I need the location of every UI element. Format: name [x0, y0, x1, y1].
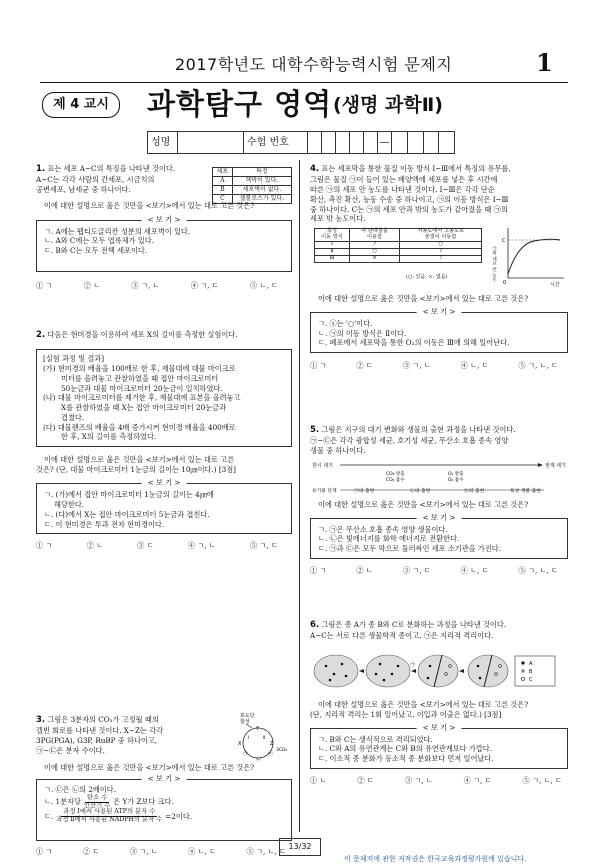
question-prompt: 것은? (단, 대물 마이크로미터 1눈금의 길이는 10㎛이다.) [3점] — [36, 464, 236, 474]
question-text-line: 3PG(PGA), G3P, RuBP 중 하나이고, — [36, 736, 158, 746]
choice-4[interactable]: ④ ㄱ, ㄷ — [463, 775, 492, 785]
table-header: 이용함 — [367, 234, 383, 241]
label-b-emergence: ㉡의 출현 — [410, 488, 431, 494]
choice-3[interactable]: ③ ㄱ, ㄴ — [129, 847, 158, 857]
name-label: 성명 — [148, 132, 178, 153]
subject-title: 과학탐구 영역 — [147, 87, 333, 121]
page-number: 1 — [536, 48, 553, 77]
question-text-line: 중 하나이다. C는 ㉠의 세포 안과 밖의 농도가 같아졌을 때 ㉠의 — [310, 204, 508, 214]
exam-no-digit[interactable] — [350, 132, 364, 153]
label-co2-release: CO₂ 방출 — [386, 471, 405, 477]
candidate-id-row — [147, 131, 455, 154]
choice-2[interactable]: ② ㄷ — [356, 360, 373, 370]
bogi-item-text: ㄷ. — [44, 811, 54, 821]
table-cell: ? — [350, 242, 400, 249]
question-text-line: 그림은 종 A가 종 B와 C로 분화하는 과정을 나타낸 것이다. — [321, 620, 507, 629]
procedure-line: X를 관찰하였을 때 X는 접안 마이크로미터 20눈금과 — [61, 403, 227, 413]
bogi-item: ㄴ. (다)에서 X는 접안 마이크로미터 5눈금과 겹친다. — [44, 509, 210, 519]
choice-1[interactable]: ① ㄱ — [36, 541, 53, 551]
procedure-line: (가) 현미경의 배율을 100배로 한 후, 재물대에 대물 마이크로 — [43, 364, 236, 374]
label-organic-stage: 유기물 단계 — [312, 488, 337, 494]
table-cell: ○ — [400, 242, 482, 249]
choice-4[interactable]: ④ ㄴ, ㄷ — [460, 565, 489, 575]
label-z: Z — [270, 741, 274, 747]
question-prompt: 이에 대한 설명으로 옳은 것만을 <보기>에서 있는 대로 고른 것은? — [318, 294, 529, 304]
calvin-cycle-diagram — [230, 711, 292, 765]
question-prompt: 이에 대한 설명으로 옳은 것만을 <보기>에서 있는 대로 고른 것은? — [44, 200, 255, 210]
bogi-box — [36, 214, 292, 272]
choice-5[interactable]: ⑤ ㄱ, ㄴ, ㄷ — [522, 775, 562, 785]
label-x: X — [238, 741, 242, 747]
choice-3[interactable]: ③ ㄱ, ㄴ — [402, 360, 431, 370]
bogi-box — [310, 512, 568, 559]
bogi-title: < 보 기 > — [417, 723, 462, 733]
exam-no-digit[interactable] — [408, 132, 424, 153]
bogi-title: < 보 기 > — [142, 215, 187, 225]
question-text-line: 캘빈 회로를 나타낸 것이다. X~Z는 각각 — [36, 726, 164, 736]
question-5 — [310, 425, 568, 576]
question-6 — [310, 620, 568, 786]
choice-2[interactable]: ② ㄷ — [357, 775, 374, 785]
question-text-line: ㉠~㉢은 각각 광합성 세균, 호기성 세균, 무산소 호흡 종속 영양 — [310, 436, 509, 446]
bogi-item-text: =2이다. — [165, 811, 193, 821]
population-blob-1 — [314, 655, 358, 687]
table-cell: Ⅰ — [315, 242, 350, 249]
bogi-item: ㄱ. A에는 펩티도글리칸 성분의 세포벽이 있다. — [44, 226, 191, 236]
bogi-box — [310, 722, 568, 769]
question-text-line: 공변세포, 남세균 중 하나이다. — [36, 185, 131, 195]
procedure-line: (나) 대물 마이크로미터를 제거한 후, 재물대에 표본을 올려놓고 — [43, 393, 241, 403]
label-step2: Ⅱ — [263, 736, 266, 741]
choice-5[interactable]: ⑤ ㄱ, ㄴ, ㄷ — [246, 847, 286, 857]
legend-marker-b — [522, 670, 525, 673]
concentration-curve — [508, 239, 560, 274]
table-cell: Ⅱ — [315, 248, 350, 255]
question-1 — [36, 164, 292, 290]
table-cell: 세포벽이 없다. — [232, 186, 291, 195]
bogi-item: ㄷ. ㉠과 ㉢은 모두 막으로 둘러싸인 세포 소기관을 가진다. — [318, 544, 502, 554]
choice-2[interactable]: ② ㄴ — [86, 541, 104, 551]
question-text-line: 다음은 현미경을 이용하여 세포 X의 길이를 측정한 실험이다. — [47, 330, 238, 339]
question-prompt: 이에 대한 설명으로 옳은 것만을 <보기>에서 있는 대로 고른 것은? — [44, 762, 255, 772]
procedure-title: [실험 과정 및 결과] — [43, 354, 105, 364]
bogi-item: ㄷ. 폐포에서 세포막을 통한 O₂의 이동은 Ⅲ에 의해 일어난다. — [318, 338, 510, 348]
answer-choices — [36, 281, 292, 291]
bogi-item: ㄴ. A와 C에는 모두 엽록체가 있다. — [44, 236, 155, 246]
question-prompt: (단, 지리적 격리는 1회 일어났고, 이입과 이출은 없다.) [3점] — [310, 709, 502, 719]
question-text-line: 생물 중 하나이다. — [310, 446, 366, 456]
choice-4[interactable]: ④ ㄴ, ㄷ — [188, 847, 217, 857]
table-cell: ? — [400, 255, 482, 262]
fraction-numerator: 과정 Ⅰ에서 사용된 ATP의 분자 수 — [63, 808, 156, 816]
arrow-head — [459, 669, 464, 673]
label-a-emergence: ㉠의 출현 — [354, 488, 375, 494]
question-text-line: A~C는 각각 사람의 간세포, 시금치의 — [36, 175, 155, 185]
legend-box — [515, 656, 555, 686]
question-text-line: 그림은 지구의 대기 변화와 생물의 출현 과정을 나타낸 것이다. — [321, 425, 516, 434]
choice-4[interactable]: ④ ㄴ, ㄷ — [460, 360, 489, 370]
question-number: 6. — [310, 620, 320, 630]
bogi-title: < 보 기 > — [142, 478, 187, 488]
bogi-item-text: ㄴ. 1분자당 — [44, 797, 81, 807]
x-axis-label: 시간 — [550, 282, 560, 289]
label-current-atmosphere: 현재 대기 — [545, 462, 566, 469]
procedure-line: 한 후, X의 길이를 측정하였다. — [61, 432, 157, 442]
table-cell: B — [213, 186, 233, 195]
choice-3[interactable]: ③ ㄷ — [137, 541, 154, 551]
choice-1[interactable]: ① ㄱ — [36, 847, 53, 857]
table-header: 세포 — [213, 168, 233, 177]
bogi-box — [310, 306, 568, 353]
bogi-title: < 보 기 > — [417, 307, 462, 317]
answer-choices — [310, 776, 568, 786]
answer-choices — [36, 847, 292, 857]
question-text-line: 그림은 3분자의 CO₂가 고정될 때의 — [47, 715, 159, 724]
bogi-item: ㄷ. 이소적 종 분화가 동소적 종 분화보다 먼저 일어났다. — [318, 754, 494, 764]
name-field[interactable] — [178, 132, 244, 153]
exam-no-digit[interactable] — [439, 132, 454, 153]
bogi-item: ㄴ. C와 A의 유연관계는 C와 B의 유연관계보다 가깝다. — [318, 744, 492, 754]
population-blob-2 — [366, 655, 410, 687]
arrow-head — [411, 669, 416, 673]
table-cell: 핵막이 있다. — [232, 177, 291, 186]
arrow-head — [359, 669, 364, 673]
choice-2[interactable]: ② ㄷ — [82, 847, 100, 857]
label-isolation: ㉠ — [410, 662, 416, 669]
bogi-item: ㄴ. ㉠의 이동 방식은 Ⅱ이다. — [318, 328, 407, 338]
label-c-emergence: ㉢의 출현 — [464, 488, 485, 494]
exam-no-digit[interactable] — [322, 132, 336, 153]
choice-5[interactable]: ⑤ ㄱ, ㄴ, ㄷ — [518, 360, 558, 370]
bogi-item-text: 은 Y가 Z보다 크다. — [113, 797, 174, 807]
bogi-item: 해당한다. — [54, 500, 85, 510]
label-o2-release: O₂ 방출 — [448, 471, 464, 477]
answer-choices — [36, 541, 292, 551]
question-number: 4. — [310, 164, 320, 174]
q4-figures — [310, 228, 568, 290]
table-cell: 셀룰로스가 있다. — [232, 195, 291, 204]
legend-marker-c — [521, 678, 524, 681]
table-cell: Ⅲ — [315, 255, 350, 262]
question-prompt: 이에 대한 설명으로 옳은 것만을 <보기>에서 있는 대로 고른 것은? — [318, 700, 529, 710]
label-synthesis: 합성 — [240, 719, 250, 725]
exam-no-dash: — — [378, 132, 392, 153]
copyright-notice: 이 문제지에 관한 저작권은 한국교육과정평가원에 있습니다. — [344, 855, 527, 863]
arrow-head — [538, 463, 543, 467]
bogi-box — [36, 774, 292, 841]
page-current: 13 — [288, 842, 299, 851]
bogi-item: ㄷ. B와 C는 모두 전핵 세포이다. — [44, 246, 148, 256]
bogi-item: ㄴ. ㉡은 빛에너지를 화학 에너지로 전환한다. — [318, 534, 460, 544]
bogi-item: ㄱ. ㉢은 ㉡의 2배이다. — [44, 785, 117, 795]
label-o2-absorb: O₂ 흡수 — [448, 477, 464, 483]
choice-2[interactable]: ② ㄴ — [356, 565, 373, 575]
concentration-graph — [490, 222, 568, 288]
bogi-item: ㄱ. B와 C는 생식적으로 격리되었다. — [318, 734, 433, 744]
period-badge: 제 4 교시 — [42, 92, 120, 118]
choice-1[interactable]: ① ㄱ — [36, 280, 53, 290]
speciation-diagram — [310, 644, 568, 698]
label-y: Y — [256, 726, 260, 732]
table-header: 저농도에서 고농도로 — [417, 228, 464, 235]
choice-5[interactable]: ⑤ ㄱ, ㄴ, ㄷ — [518, 565, 558, 575]
legend-label-c: C — [529, 677, 533, 684]
table-header: 특징 — [232, 168, 291, 177]
page-total: 32 — [301, 842, 312, 851]
bogi-item: ㄱ. (가)에서 접안 마이크로미터 1눈금의 길이는 4㎛에 — [44, 490, 214, 500]
question-text-line: 확산, 촉진 확산, 능동 수송 중 하나이고, ㉠의 이동 방식은 Ⅰ~Ⅲ — [310, 194, 509, 204]
answer-choices — [310, 566, 568, 576]
question-text-line: 세포 밖 농도이다. — [310, 214, 366, 224]
answer-choices — [310, 361, 568, 371]
cell-feature-table — [212, 167, 292, 204]
exam-no-label: 수험 번호 — [244, 132, 308, 153]
label-co2: 3CO₂ — [276, 748, 288, 753]
bogi-title: < 보 기 > — [142, 774, 187, 784]
table-header: 이동 방식 — [321, 234, 343, 241]
legend-marker-a — [521, 662, 524, 665]
label-land-life: 육상 생물 출현 — [510, 488, 541, 494]
exam-no-digit[interactable] — [308, 132, 322, 153]
table-cell: ? — [400, 248, 482, 255]
exam-title: 2017학년도 대학수학능력시험 문제지 — [175, 55, 453, 74]
procedure-box — [36, 349, 292, 446]
bogi-title: < 보 기 > — [417, 513, 462, 523]
exam-no-digit[interactable] — [424, 132, 439, 153]
table-header: 특징 — [326, 228, 338, 235]
y-axis-label: ㉠의 세포 안 농도 — [491, 246, 497, 282]
column-divider — [299, 160, 300, 832]
table-cell: C — [213, 195, 233, 204]
question-4 — [310, 164, 568, 371]
table-cell: A — [213, 177, 233, 186]
fraction-numerator: 탄소 수 — [86, 794, 108, 802]
question-text-line: A~C는 서로 다른 생물학적 종이고, ㉠은 지리적 격리이다. — [310, 631, 494, 641]
label-origin: 0 — [503, 280, 507, 287]
procedure-line: 50눈금과 대물 마이크로미터 20눈금이 일치하였다. — [61, 383, 223, 393]
choice-4[interactable]: ④ ㄱ, ㄷ — [190, 280, 219, 290]
label-primitive-atmosphere: 원시 대기 — [312, 462, 333, 469]
label-b: ㉡ — [256, 757, 262, 763]
choice-1[interactable]: ① ㄱ — [310, 360, 327, 370]
table-legend: (○: 있음, ×: 없음) — [406, 274, 448, 281]
choice-3[interactable]: ③ ㄱ, ㄴ — [131, 280, 160, 290]
question-prompt: 이에 대한 설명으로 옳은 것만을 <보기>에서 있는 대로 고른 것은? — [318, 499, 529, 509]
question-text-line: ㉠~㉢은 분자 수이다. — [36, 745, 105, 755]
page-counter: 13/32 — [279, 838, 321, 856]
question-text-line: 따른 ㉠의 세포 안 농도를 나타낸 것이다. Ⅰ~Ⅲ은 각각 단순 — [310, 185, 495, 195]
table-header: 막 단백질을 — [361, 228, 388, 235]
bogi-item: ㄱ. ㉠은 무산소 호흡 종속 영양 생물이다. — [318, 524, 448, 534]
question-text-line: 표는 세포 A~C의 특징을 나타낸 것이다. — [47, 164, 176, 173]
page-header — [0, 0, 600, 148]
label-c: ㉢ — [268, 751, 274, 757]
question-prompt: 이에 대한 설명으로 옳은 것만을 <보기>에서 있는 대로 고른 — [44, 454, 235, 464]
question-number: 5. — [310, 425, 320, 435]
table-cell: × — [350, 255, 400, 262]
bogi-item — [44, 809, 284, 823]
table-cell: ○ — [350, 248, 400, 255]
question-2 — [36, 330, 292, 551]
label-a: ㉠ — [243, 751, 249, 757]
label-c: C — [502, 238, 506, 245]
exam-no-digit[interactable] — [336, 132, 350, 153]
subject-subtitle: (생명 과학Ⅱ) — [333, 94, 443, 116]
choice-3[interactable]: ③ ㄱ, ㄷ — [402, 565, 431, 575]
legend-label-a: A — [529, 661, 533, 668]
choice-5[interactable]: ⑤ ㄱ, ㄷ — [250, 541, 278, 551]
choice-2[interactable]: ② ㄴ — [83, 280, 101, 290]
choice-1[interactable]: ① ㄱ — [310, 565, 327, 575]
legend-label-b: B — [529, 669, 533, 676]
question-number: 1. — [36, 164, 46, 174]
choice-1[interactable]: ① ㄴ — [310, 775, 327, 785]
procedure-line: (다) 대물렌즈의 배율을 4배 증가시켜 현미경 배율을 400배로 — [43, 422, 236, 432]
choice-3[interactable]: ③ ㄱ, ㄴ — [404, 775, 433, 785]
question-text-line: 표는 세포막을 통한 물질 이동 방식 Ⅰ~Ⅲ에서 특징의 유무를, — [321, 164, 511, 173]
question-text-line: 그림은 물질 ㉠이 들어 있는 배양액에 세포를 넣은 후 시간에 — [310, 175, 498, 185]
question-number: 2. — [36, 330, 46, 340]
fraction-denominator: 과정 Ⅱ에서 사용된 NADPH의 분자 수 — [56, 815, 163, 823]
atmosphere-evolution-diagram — [310, 460, 568, 498]
label-co2-absorb: CO₂ 흡수 — [386, 477, 405, 483]
fraction-denominator: 인산기 수 — [83, 801, 111, 809]
label-glucose: 포도당 — [240, 713, 255, 719]
fraction — [56, 809, 162, 823]
exam-no-digit[interactable] — [392, 132, 408, 153]
exam-no-digit[interactable] — [364, 132, 378, 153]
procedure-line: 겹쳤다. — [61, 412, 85, 422]
choice-4[interactable]: ④ ㄱ, ㄴ — [187, 541, 216, 551]
bogi-box — [36, 478, 292, 534]
table-header: 물질이 이동함 — [424, 234, 457, 241]
bogi-item: ㄷ. 이 현미경은 투과 전자 현미경이다. — [44, 519, 165, 529]
question-3 — [36, 715, 292, 857]
transport-table — [314, 228, 482, 263]
label-step1: Ⅰ — [248, 736, 250, 741]
procedure-line: 미터를 올려놓고 관찰하였을 때 접안 마이크로미터 — [61, 373, 219, 383]
question-number: 3. — [36, 715, 46, 725]
choice-5[interactable]: ⑤ ㄴ, ㄷ — [250, 280, 278, 290]
header-rule — [40, 82, 568, 83]
bogi-item: ㄱ. ⓐ는 '○'이다. — [318, 318, 373, 328]
